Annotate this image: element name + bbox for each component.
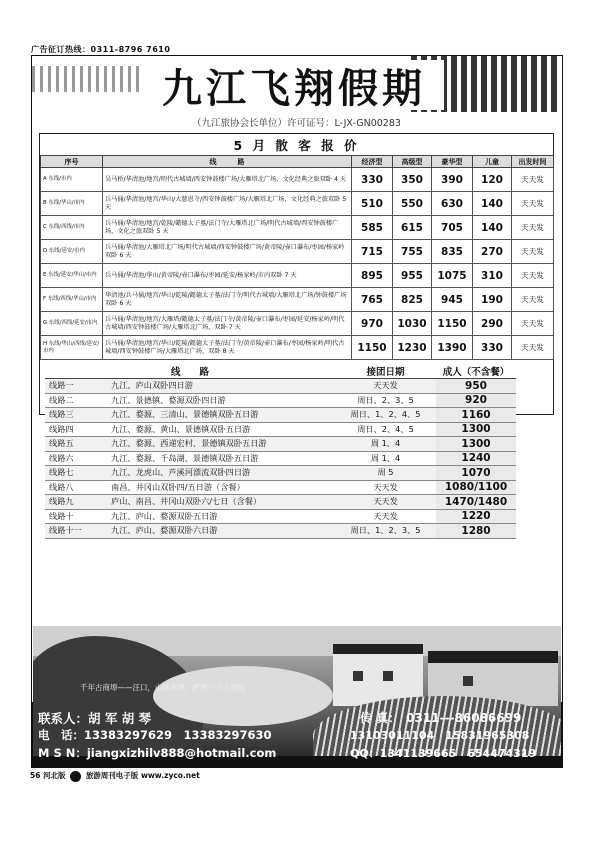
route-price: 1080/1100 (436, 480, 516, 495)
price-superior: 955 (393, 264, 432, 288)
price-child: 290 (473, 312, 512, 336)
price-economy: 765 (352, 288, 393, 312)
contact-msn: M S N：jiangxizhilv888@hotmail.com (38, 746, 277, 760)
route-itinerary: 九江、庐山、婺源双卧五日游 (107, 509, 335, 524)
contact-phone: 电 话：13383297629 13383297630 (38, 728, 272, 742)
route-row (45, 524, 516, 539)
route-itinerary: 南昌、井冈山双卧四/五日游（含餐） (107, 480, 335, 495)
price-superior: 755 (393, 240, 432, 264)
route-row (45, 408, 516, 423)
photo-window (383, 671, 393, 681)
price-header: 出发时间 (512, 156, 554, 168)
route-itinerary: 九江、龙虎山、芦溪河漂流双卧四日游 (107, 466, 335, 481)
route-date: 周 5 (335, 466, 436, 481)
brand-logo-icon (70, 771, 81, 782)
banner (32, 56, 561, 112)
route-itinerary: 九江、婺源、三清山、景德镇双卧五日游 (107, 408, 335, 423)
route-row (45, 451, 516, 466)
price-child: 190 (473, 288, 512, 312)
route-date: 周日、2、4、5 (335, 422, 436, 437)
route-code: E 东线/延安/华山/市内 (41, 264, 103, 288)
banner-decoration (32, 66, 152, 92)
price-child: 310 (473, 264, 512, 288)
route-price: 950 (436, 379, 516, 394)
route-row (45, 495, 516, 510)
departure: 天天发 (512, 288, 554, 312)
route-itinerary: 九江、庐山、婺源双卧六日游 (107, 524, 335, 539)
route-description: 兵马俑/华清池/地宫/华山/大慈恩寺/西安钟鼓楼广场/大雁塔北广场，文化经典之旅双卧 5 天 (103, 192, 352, 216)
route-price: 1220 (436, 509, 516, 524)
price-luxury: 945 (432, 288, 473, 312)
route-code: F 东线/西线/华山/市内 (41, 288, 103, 312)
price-table (40, 155, 554, 360)
route-price: 1300 (436, 437, 516, 452)
route-name: 线路十 (45, 509, 107, 524)
price-luxury: 1150 (432, 312, 473, 336)
photo-window (463, 676, 473, 686)
brand-url: www.zyco.net (140, 771, 200, 780)
price-superior: 550 (393, 192, 432, 216)
route-date: 周日、2、3、5 (335, 393, 436, 408)
price-table-title: 5 月 散 客 报 价 (233, 138, 360, 153)
route-itinerary: 庐山、南昌、井冈山双卧六/七日（含餐） (107, 495, 335, 510)
price-economy: 895 (352, 264, 393, 288)
price-child: 330 (473, 336, 512, 360)
route-description: 华清池/兵马俑/地宫/华山/乾陵/懿德太子墓/法门寺/明代古城墙/大雁塔北广场/钟鼓楼广场双卧 6 天 (103, 288, 352, 312)
route-name: 线路六 (45, 451, 107, 466)
price-row (41, 288, 554, 312)
price-economy: 1150 (352, 336, 393, 360)
page-footer (30, 770, 200, 782)
route-row (45, 466, 516, 481)
price-child: 140 (473, 192, 512, 216)
route-name: 线路八 (45, 480, 107, 495)
price-row (41, 336, 554, 360)
route-itinerary: 九江、庐山双卧四日游 (107, 379, 335, 394)
route-itinerary: 九江、婺源、黄山、景德镇双卧五日游 (107, 422, 335, 437)
price-superior: 615 (393, 216, 432, 240)
route-row (45, 437, 516, 452)
price-header: 序号 (41, 156, 103, 168)
route-description: 兵马俑/华清池/地宫/华山/乾陵/懿德太子墓/法门寺/黄帝陵/壶口瀑布/枣园/杨家岭/明代古城墙/西安钟鼓楼广场/大雁塔北广场，双卧 8 天 (103, 336, 352, 360)
route-description: 兵马俑/华清池/大雁塔北广场/明代古城墙/西安钟鼓楼广场/黄帝陵/壶口瀑布/枣园/杨家岭双卧 6 天 (103, 240, 352, 264)
price-luxury: 1075 (432, 264, 473, 288)
price-superior: 350 (393, 168, 432, 192)
ad-hotline: 广告征订热线：0311-8796 7610 (31, 45, 171, 54)
route-date: 天天发 (335, 379, 436, 394)
route-row (45, 379, 516, 394)
price-child: 270 (473, 240, 512, 264)
route-date: 周 1、4 (335, 451, 436, 466)
departure: 天天发 (512, 168, 554, 192)
route-price: 1070 (436, 466, 516, 481)
price-header-row (41, 156, 554, 168)
routes-header: 线 路 (45, 364, 335, 379)
route-description: 吴马桥/华清池/地宫/明代古城墙/西安钟鼓楼广场/大雁塔北广场，文化经典之旅双卧 4 天 (103, 168, 352, 192)
price-luxury: 1390 (432, 336, 473, 360)
route-row (45, 422, 516, 437)
price-economy: 510 (352, 192, 393, 216)
route-price: 1300 (436, 422, 516, 437)
price-superior: 825 (393, 288, 432, 312)
route-price: 1470/1480 (436, 495, 516, 510)
price-header: 线 路 (103, 156, 352, 168)
contact-mobiles: 13103011104 15831965308 (350, 729, 530, 742)
photo-caption: 千年古商埠——汪口，山环水绕，俨然一个大花园 (80, 683, 245, 692)
price-header: 经济型 (352, 156, 393, 168)
price-economy: 330 (352, 168, 393, 192)
banner-title: 九江飞翔假期 (144, 60, 444, 110)
route-date: 周日、1、2、4、5 (335, 408, 436, 423)
license-line: （九江旅协会长单位）许可证号：L-JX-GN00283 (192, 118, 401, 129)
departure: 天天发 (512, 192, 554, 216)
route-date: 天天发 (335, 480, 436, 495)
route-price: 1160 (436, 408, 516, 423)
price-child: 120 (473, 168, 512, 192)
route-description: 兵马俑/华清池/华山/黄帝陵/壶口瀑布/枣园/延安/杨家岭/市内双卧 7 天 (103, 264, 352, 288)
price-row (41, 192, 554, 216)
price-row (41, 312, 554, 336)
price-economy: 585 (352, 216, 393, 240)
contact-person: 联系人：胡 军 胡 琴 (38, 711, 152, 726)
price-header: 高级型 (393, 156, 432, 168)
route-price: 1280 (436, 524, 516, 539)
route-date: 周 1、4 (335, 437, 436, 452)
route-name: 线路一 (45, 379, 107, 394)
edition-label: 河北版 (43, 771, 66, 780)
departure: 天天发 (512, 336, 554, 360)
route-row (45, 393, 516, 408)
route-itinerary: 九江、婺源、千岛湖、景德镇双卧五日游 (107, 451, 335, 466)
route-name: 线路七 (45, 466, 107, 481)
price-luxury: 390 (432, 168, 473, 192)
photo-window (353, 671, 363, 681)
routes-header: 接团日期 (335, 364, 436, 379)
route-code: G 东线/西线/延安/市内 (41, 312, 103, 336)
price-economy: 715 (352, 240, 393, 264)
price-luxury: 705 (432, 216, 473, 240)
route-date: 天天发 (335, 495, 436, 510)
route-date: 天天发 (335, 509, 436, 524)
route-code: C 东线/西线/市内 (41, 216, 103, 240)
price-row (41, 216, 554, 240)
route-name: 线路四 (45, 422, 107, 437)
routes-header-row (45, 364, 516, 379)
price-header: 豪华型 (432, 156, 473, 168)
route-itinerary: 九江、景德镇、婺源双卧四日游 (107, 393, 335, 408)
routes-table (45, 364, 516, 539)
price-luxury: 835 (432, 240, 473, 264)
route-name: 线路十一 (45, 524, 107, 539)
departure: 天天发 (512, 264, 554, 288)
route-itinerary: 九江、婺源、西递宏村、景德镇双卧五日游 (107, 437, 335, 452)
price-row (41, 264, 554, 288)
price-header: 儿童 (473, 156, 512, 168)
route-row (45, 509, 516, 524)
route-date: 周日、1、2、3、5 (335, 524, 436, 539)
route-code: H 东线/华山/西线/延安/市内 (41, 336, 103, 360)
price-row (41, 168, 554, 192)
contact-fax: 传 真： 0311---86086699 (360, 711, 522, 725)
route-code: A 东线/市内 (41, 168, 103, 192)
route-code: B 东线/华山/市内 (41, 192, 103, 216)
routes-header: 成人（不含餐） (436, 364, 516, 379)
page-number: 56 (30, 771, 41, 780)
route-name: 线路二 (45, 393, 107, 408)
route-row (45, 480, 516, 495)
price-child: 140 (473, 216, 512, 240)
route-code: D 东线/延安/市内 (41, 240, 103, 264)
route-name: 线路三 (45, 408, 107, 423)
route-price: 1240 (436, 451, 516, 466)
price-luxury: 630 (432, 192, 473, 216)
departure: 天天发 (512, 312, 554, 336)
route-description: 兵马俑/华清池/地宫/乾陵/懿德太子墓/法门寺/大雁塔北广场/明代古城墙/西安钟鼓楼广场，文化之旅双卧 5 天 (103, 216, 352, 240)
route-name: 线路五 (45, 437, 107, 452)
departure: 天天发 (512, 216, 554, 240)
price-row (41, 240, 554, 264)
price-superior: 1030 (393, 312, 432, 336)
price-superior: 1230 (393, 336, 432, 360)
departure: 天天发 (512, 240, 554, 264)
route-price: 920 (436, 393, 516, 408)
route-name: 线路九 (45, 495, 107, 510)
contact-qq: QQ：1341139665 654474319 (350, 747, 537, 760)
route-description: 兵马俑/华清池/地宫/大雁塔/懿德太子墓/法门寺/黄帝陵/壶口瀑布/枣园/延安/杨家岭/明代古城墙/西安钟鼓楼广场/大雁塔北广场，双卧 7 天 (103, 312, 352, 336)
price-economy: 970 (352, 312, 393, 336)
brand-name: 旅游周刊电子版 (85, 771, 139, 780)
